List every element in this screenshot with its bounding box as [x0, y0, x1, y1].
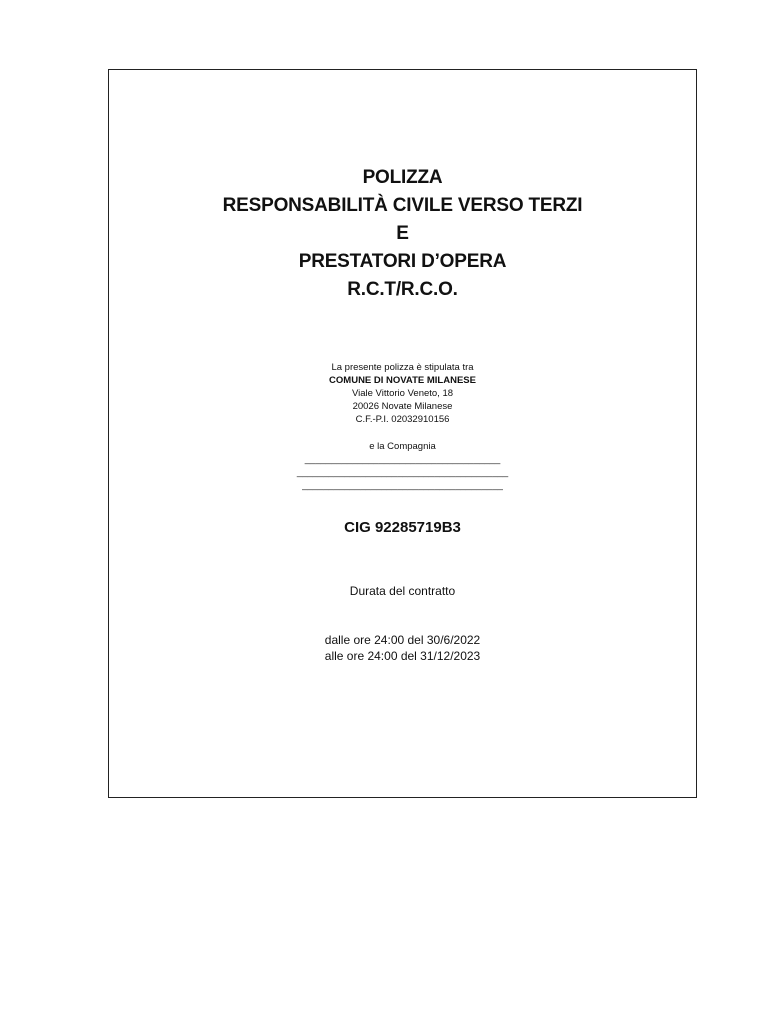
entity-address-street: Viale Vittorio Veneto, 18	[351, 388, 454, 399]
parties-intro: La presente polizza è stipulata tra	[331, 362, 474, 373]
company-blank-line: _____________________________________	[304, 454, 501, 465]
title-line: R.C.T/R.C.O.	[347, 279, 458, 300]
duration-to: alle ore 24:00 del 31/12/2023	[324, 649, 481, 663]
contracting-parties	[109, 361, 696, 492]
title-line: PRESTATORI D’OPERA	[298, 251, 507, 272]
cover-page-frame	[108, 69, 697, 798]
entity-address-city: 20026 Novate Milanese	[352, 401, 453, 412]
entity-tax-code: C.F.-P.I. 02032910156	[355, 414, 450, 425]
company-blank-line: ______________________________________	[302, 480, 503, 491]
cig-code: CIG 92285719B3	[344, 519, 461, 536]
duration-label: Durata del contratto	[349, 584, 456, 598]
title-line: RESPONSABILITÀ CIVILE VERSO TERZI	[222, 195, 583, 216]
company-blank-line: ________________________________________	[296, 467, 509, 478]
policy-title	[109, 164, 696, 304]
entity-name: COMUNE DI NOVATE MILANESE	[329, 375, 476, 386]
duration-from: dalle ore 24:00 del 30/6/2022	[324, 633, 481, 647]
company-intro: e la Compagnia	[369, 441, 436, 452]
title-line: E	[396, 223, 409, 244]
duration-dates	[109, 632, 696, 664]
spacer	[109, 426, 696, 440]
title-line: POLIZZA	[362, 167, 443, 188]
